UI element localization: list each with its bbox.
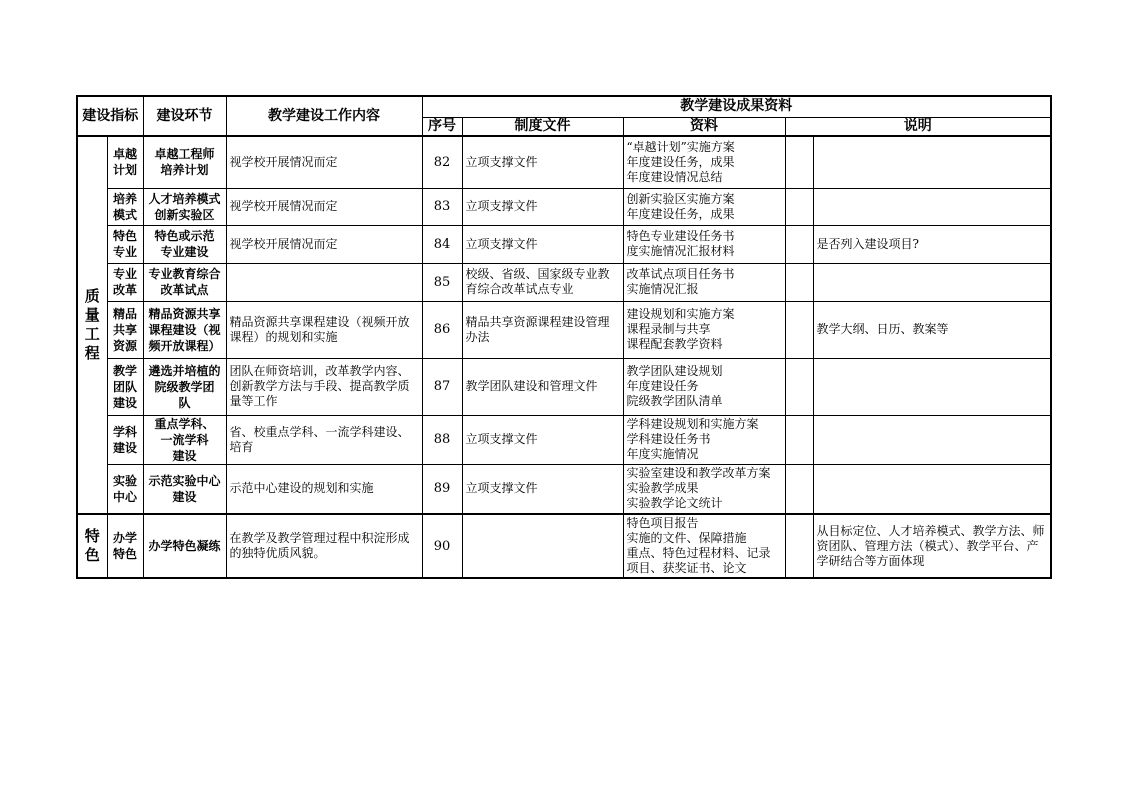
- content-cell: 视学校开展情况而定: [226, 188, 422, 225]
- policy-cell: 教学团队建设和管理文件: [462, 358, 623, 415]
- policy-cell: 精品共享资源课程建设管理 办法: [462, 301, 623, 358]
- header-policy: 制度文件: [462, 117, 623, 136]
- policy-cell: 立项支撑文件: [462, 464, 623, 514]
- header-seq: 序号: [422, 117, 462, 136]
- table-row: [77, 514, 1051, 578]
- sub-indicator: 卓越 计划: [107, 136, 143, 188]
- policy-cell: 立项支撑文件: [462, 225, 623, 263]
- table-row: [77, 301, 1051, 358]
- note-cell: [813, 136, 1051, 188]
- content-cell: 示范中心建设的规划和实施: [226, 464, 422, 514]
- results-table: [76, 95, 1052, 579]
- segment-cell: 人才培养模式 创新实验区: [143, 188, 226, 225]
- header-note: 说明: [785, 117, 1051, 136]
- material-cell: 建设规划和实施方案 课程录制与共享 课程配套教学资料: [623, 301, 785, 358]
- material-cell: 实验室建设和教学改革方案 实验教学成果 实验教学论文统计: [623, 464, 785, 514]
- policy-cell: [462, 514, 623, 578]
- spacer-cell: [785, 263, 813, 301]
- seq-cell: 84: [422, 225, 462, 263]
- spacer-cell: [785, 464, 813, 514]
- material-cell: 改革试点项目任务书 实施情况汇报: [623, 263, 785, 301]
- note-cell: 教学大纲、日历、教案等: [813, 301, 1051, 358]
- group-label-quality: 质 量 工 程: [77, 136, 107, 514]
- segment-cell: 专业教育综合 改革试点: [143, 263, 226, 301]
- note-cell: [813, 464, 1051, 514]
- seq-cell: 88: [422, 415, 462, 464]
- table-row: [77, 464, 1051, 514]
- segment-cell: 重点学科、 一流学科 建设: [143, 415, 226, 464]
- material-cell: 教学团队建设规划 年度建设任务 院级教学团队清单: [623, 358, 785, 415]
- note-cell: [813, 263, 1051, 301]
- seq-cell: 83: [422, 188, 462, 225]
- note-cell: [813, 415, 1051, 464]
- material-cell: 创新实验区实施方案 年度建设任务，成果: [623, 188, 785, 225]
- note-cell: 从目标定位、人才培养模式、教学方法、师 资团队、管理方法（模式）、教学平台、产 学研结合等方面体现: [813, 514, 1051, 578]
- note-cell: 是否列入建设项目?: [813, 225, 1051, 263]
- content-cell: [226, 263, 422, 301]
- sub-indicator: 专业 改革: [107, 263, 143, 301]
- sub-indicator: 特色 专业: [107, 225, 143, 263]
- policy-cell: 立项支撑文件: [462, 415, 623, 464]
- header-indicator: 建设指标: [77, 96, 143, 136]
- sub-indicator: 培养 模式: [107, 188, 143, 225]
- spacer-cell: [785, 301, 813, 358]
- seq-cell: 82: [422, 136, 462, 188]
- segment-cell: 示范实验中心 建设: [143, 464, 226, 514]
- sub-indicator: 实验 中心: [107, 464, 143, 514]
- material-cell: 学科建设规划和实施方案 学科建设任务书 年度实施情况: [623, 415, 785, 464]
- seq-cell: 90: [422, 514, 462, 578]
- material-cell: 特色专业建设任务书 度实施情况汇报材料: [623, 225, 785, 263]
- sub-indicator: 精品 共享 资源: [107, 301, 143, 358]
- seq-cell: 85: [422, 263, 462, 301]
- content-cell: 精品资源共享课程建设（视频开放 课程）的规划和实施: [226, 301, 422, 358]
- spacer-cell: [785, 415, 813, 464]
- segment-cell: 特色或示范 专业建设: [143, 225, 226, 263]
- header-content: 教学建设工作内容: [226, 96, 422, 136]
- group-label-feature: 特 色: [77, 514, 107, 578]
- segment-cell: 卓越工程师 培养计划: [143, 136, 226, 188]
- table-row: [77, 263, 1051, 301]
- segment-cell: 精品资源共享 课程建设（视 频开放课程）: [143, 301, 226, 358]
- spacer-cell: [785, 358, 813, 415]
- material-cell: 特色项目报告 实施的文件、保障措施 重点、特色过程材料、记录 项目、获奖证书、论文: [623, 514, 785, 578]
- sub-indicator: 办学 特色: [107, 514, 143, 578]
- header-material: 资料: [623, 117, 785, 136]
- seq-cell: 87: [422, 358, 462, 415]
- table-row: [77, 225, 1051, 263]
- policy-cell: 立项支撑文件: [462, 136, 623, 188]
- spacer-cell: [785, 188, 813, 225]
- content-cell: 省、校重点学科、一流学科建设、 培育: [226, 415, 422, 464]
- content-cell: 在教学及教学管理过程中积淀形成 的独特优质风貌。: [226, 514, 422, 578]
- segment-cell: 办学特色凝练: [143, 514, 226, 578]
- table-row: [77, 415, 1051, 464]
- spacer-cell: [785, 136, 813, 188]
- seq-cell: 86: [422, 301, 462, 358]
- segment-cell: 遴选并培植的 院级教学团 队: [143, 358, 226, 415]
- header-results: 教学建设成果资料: [422, 96, 1051, 117]
- spacer-cell: [785, 225, 813, 263]
- policy-cell: 校级、省级、国家级专业教 育综合改革试点专业: [462, 263, 623, 301]
- sub-indicator: 学科 建设: [107, 415, 143, 464]
- table-row: [77, 188, 1051, 225]
- content-cell: 视学校开展情况而定: [226, 136, 422, 188]
- note-cell: [813, 358, 1051, 415]
- table-row: [77, 136, 1051, 188]
- seq-cell: 89: [422, 464, 462, 514]
- material-cell: “卓越计划”实施方案 年度建设任务，成果 年度建设情况总结: [623, 136, 785, 188]
- table-row: [77, 358, 1051, 415]
- content-cell: 视学校开展情况而定: [226, 225, 422, 263]
- header-segment: 建设环节: [143, 96, 226, 136]
- policy-cell: 立项支撑文件: [462, 188, 623, 225]
- content-cell: 团队在师资培训，改革教学内容、 创新教学方法与手段、提高教学质 量等工作: [226, 358, 422, 415]
- sub-indicator: 教学 团队 建设: [107, 358, 143, 415]
- spacer-cell: [785, 514, 813, 578]
- note-cell: [813, 188, 1051, 225]
